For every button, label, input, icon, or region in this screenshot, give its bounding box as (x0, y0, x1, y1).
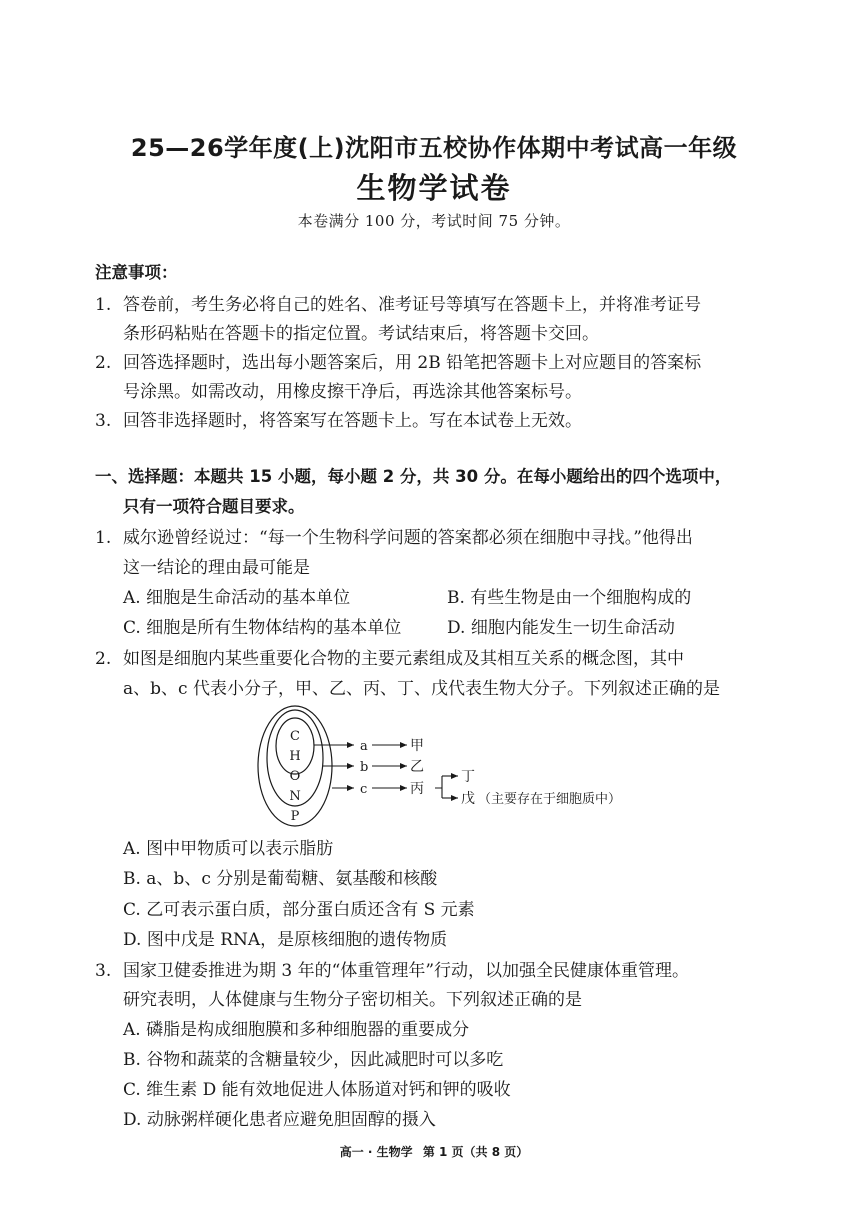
notice-heading: 注意事项： (95, 263, 178, 282)
footer-course: 高一 · 生物学 (339, 1145, 413, 1159)
element-o: O (289, 769, 301, 784)
question-2 (95, 648, 684, 670)
exam-title: 25—26学年度(上)沈阳市五校协作体期中考试高一年级 (130, 134, 738, 162)
question-2-stem-cont: a、b、c 代表小分子，甲、乙、丙、丁、戊代表生物大分子。下列叙述正确的是 (123, 679, 720, 699)
element-n: N (289, 789, 301, 804)
notice-item-text: 回答选择题时，选出每小题答案后，用 2B 铅笔把答题卡上对应题目的答案标 (123, 353, 702, 373)
q2-option-b: B. a、b、c 分别是葡萄糖、氨基酸和核酸 (123, 869, 438, 889)
label-a: a (360, 739, 368, 754)
q3-option-c: C. 维生素 D 能有效地促进人体肠道对钙和钾的吸收 (123, 1080, 511, 1100)
label-ding: 丁 (461, 769, 475, 785)
label-bing: 丙 (410, 781, 424, 797)
notice-item-2 (95, 352, 701, 374)
label-wu-note: （主要存在于细胞质中） (478, 792, 622, 807)
notice-item-3 (95, 410, 582, 432)
q1-option-b: B. 有些生物是由一个细胞构成的 (447, 588, 692, 608)
element-c: C (290, 729, 300, 744)
q2-option-a: A. 图中甲物质可以表示脂肪 (123, 839, 334, 859)
q3-option-b: B. 谷物和蔬菜的含糖量较少，因此减肥时可以多吃 (123, 1050, 504, 1070)
notice-item-number: 1. (95, 295, 112, 315)
inner-ellipse (276, 718, 314, 774)
notice-item-number: 2. (95, 353, 112, 373)
notice-item-text: 回答非选择题时，将答案写在答题卡上。写在本试卷上无效。 (123, 411, 582, 431)
q1-option-a: A. 细胞是生命活动的基本单位 (123, 588, 351, 608)
q2-option-c: C. 乙可表示蛋白质，部分蛋白质还含有 S 元素 (123, 900, 475, 920)
section-heading-cont: 只有一项符合题目要求。 (123, 497, 305, 516)
question-stem: 威尔逊曾经说过：“每一个生物科学问题的答案都必须在细胞中寻找。”他得出 (123, 528, 693, 548)
footer-page-number: 第 1 页（共 8 页） (422, 1145, 529, 1159)
notice-item-text: 答卷前，考生务必将自己的姓名、准考证号等填写在答题卡上，并将准考证号 (123, 295, 701, 315)
outer-ellipse (258, 706, 332, 826)
q1-option-d: D. 细胞内能发生一切生命活动 (447, 618, 675, 638)
question-3 (95, 960, 689, 982)
notice-item-number: 3. (95, 411, 112, 431)
notice-item-2-cont: 号涂黑。如需改动，用橡皮擦干净后，再选涂其他答案标号。 (123, 382, 582, 402)
label-jia: 甲 (410, 738, 424, 754)
label-yi: 乙 (410, 759, 424, 775)
label-wu: 戊 (461, 791, 475, 807)
concept-diagram (250, 700, 670, 835)
question-1 (95, 527, 693, 549)
exam-subtitle: 本卷满分 100 分，考试时间 75 分钟。 (297, 212, 571, 230)
q3-option-a: A. 磷脂是构成细胞膜和多种细胞器的重要成分 (123, 1020, 470, 1040)
page-footer (0, 1143, 868, 1160)
question-stem: 国家卫健委推进为期 3 年的“体重管理年”行动，以加强全民健康体重管理。 (123, 961, 690, 981)
question-number: 3. (95, 961, 112, 981)
q3-option-d: D. 动脉粥样硬化患者应避免胆固醇的摄入 (123, 1110, 436, 1130)
exam-subject: 生物学试卷 (356, 171, 512, 205)
question-number: 1. (95, 528, 112, 548)
label-c: c (360, 782, 368, 797)
element-p: P (290, 809, 300, 824)
q1-option-c: C. 细胞是所有生物体结构的基本单位 (123, 618, 402, 638)
notice-item-1-cont: 条形码粘贴在答题卡的指定位置。考试结束后，将答题卡交回。 (123, 324, 599, 344)
branch-line (435, 776, 442, 798)
section-heading: 一、选择题：本题共 15 小题，每小题 2 分，共 30 分。在每小题给出的四个选项中， (95, 467, 732, 486)
question-1-stem-cont: 这一结论的理由最可能是 (123, 558, 310, 578)
label-b: b (360, 760, 369, 775)
question-3-stem-cont: 研究表明，人体健康与生物分子密切相关。下列叙述正确的是 (123, 990, 582, 1010)
question-number: 2. (95, 649, 112, 669)
notice-item-1 (95, 294, 701, 316)
q2-option-d: D. 图中戊是 RNA，是原核细胞的遗传物质 (123, 930, 448, 950)
question-stem: 如图是细胞内某些重要化合物的主要元素组成及其相互关系的概念图，其中 (123, 649, 684, 669)
element-h: H (289, 749, 301, 764)
